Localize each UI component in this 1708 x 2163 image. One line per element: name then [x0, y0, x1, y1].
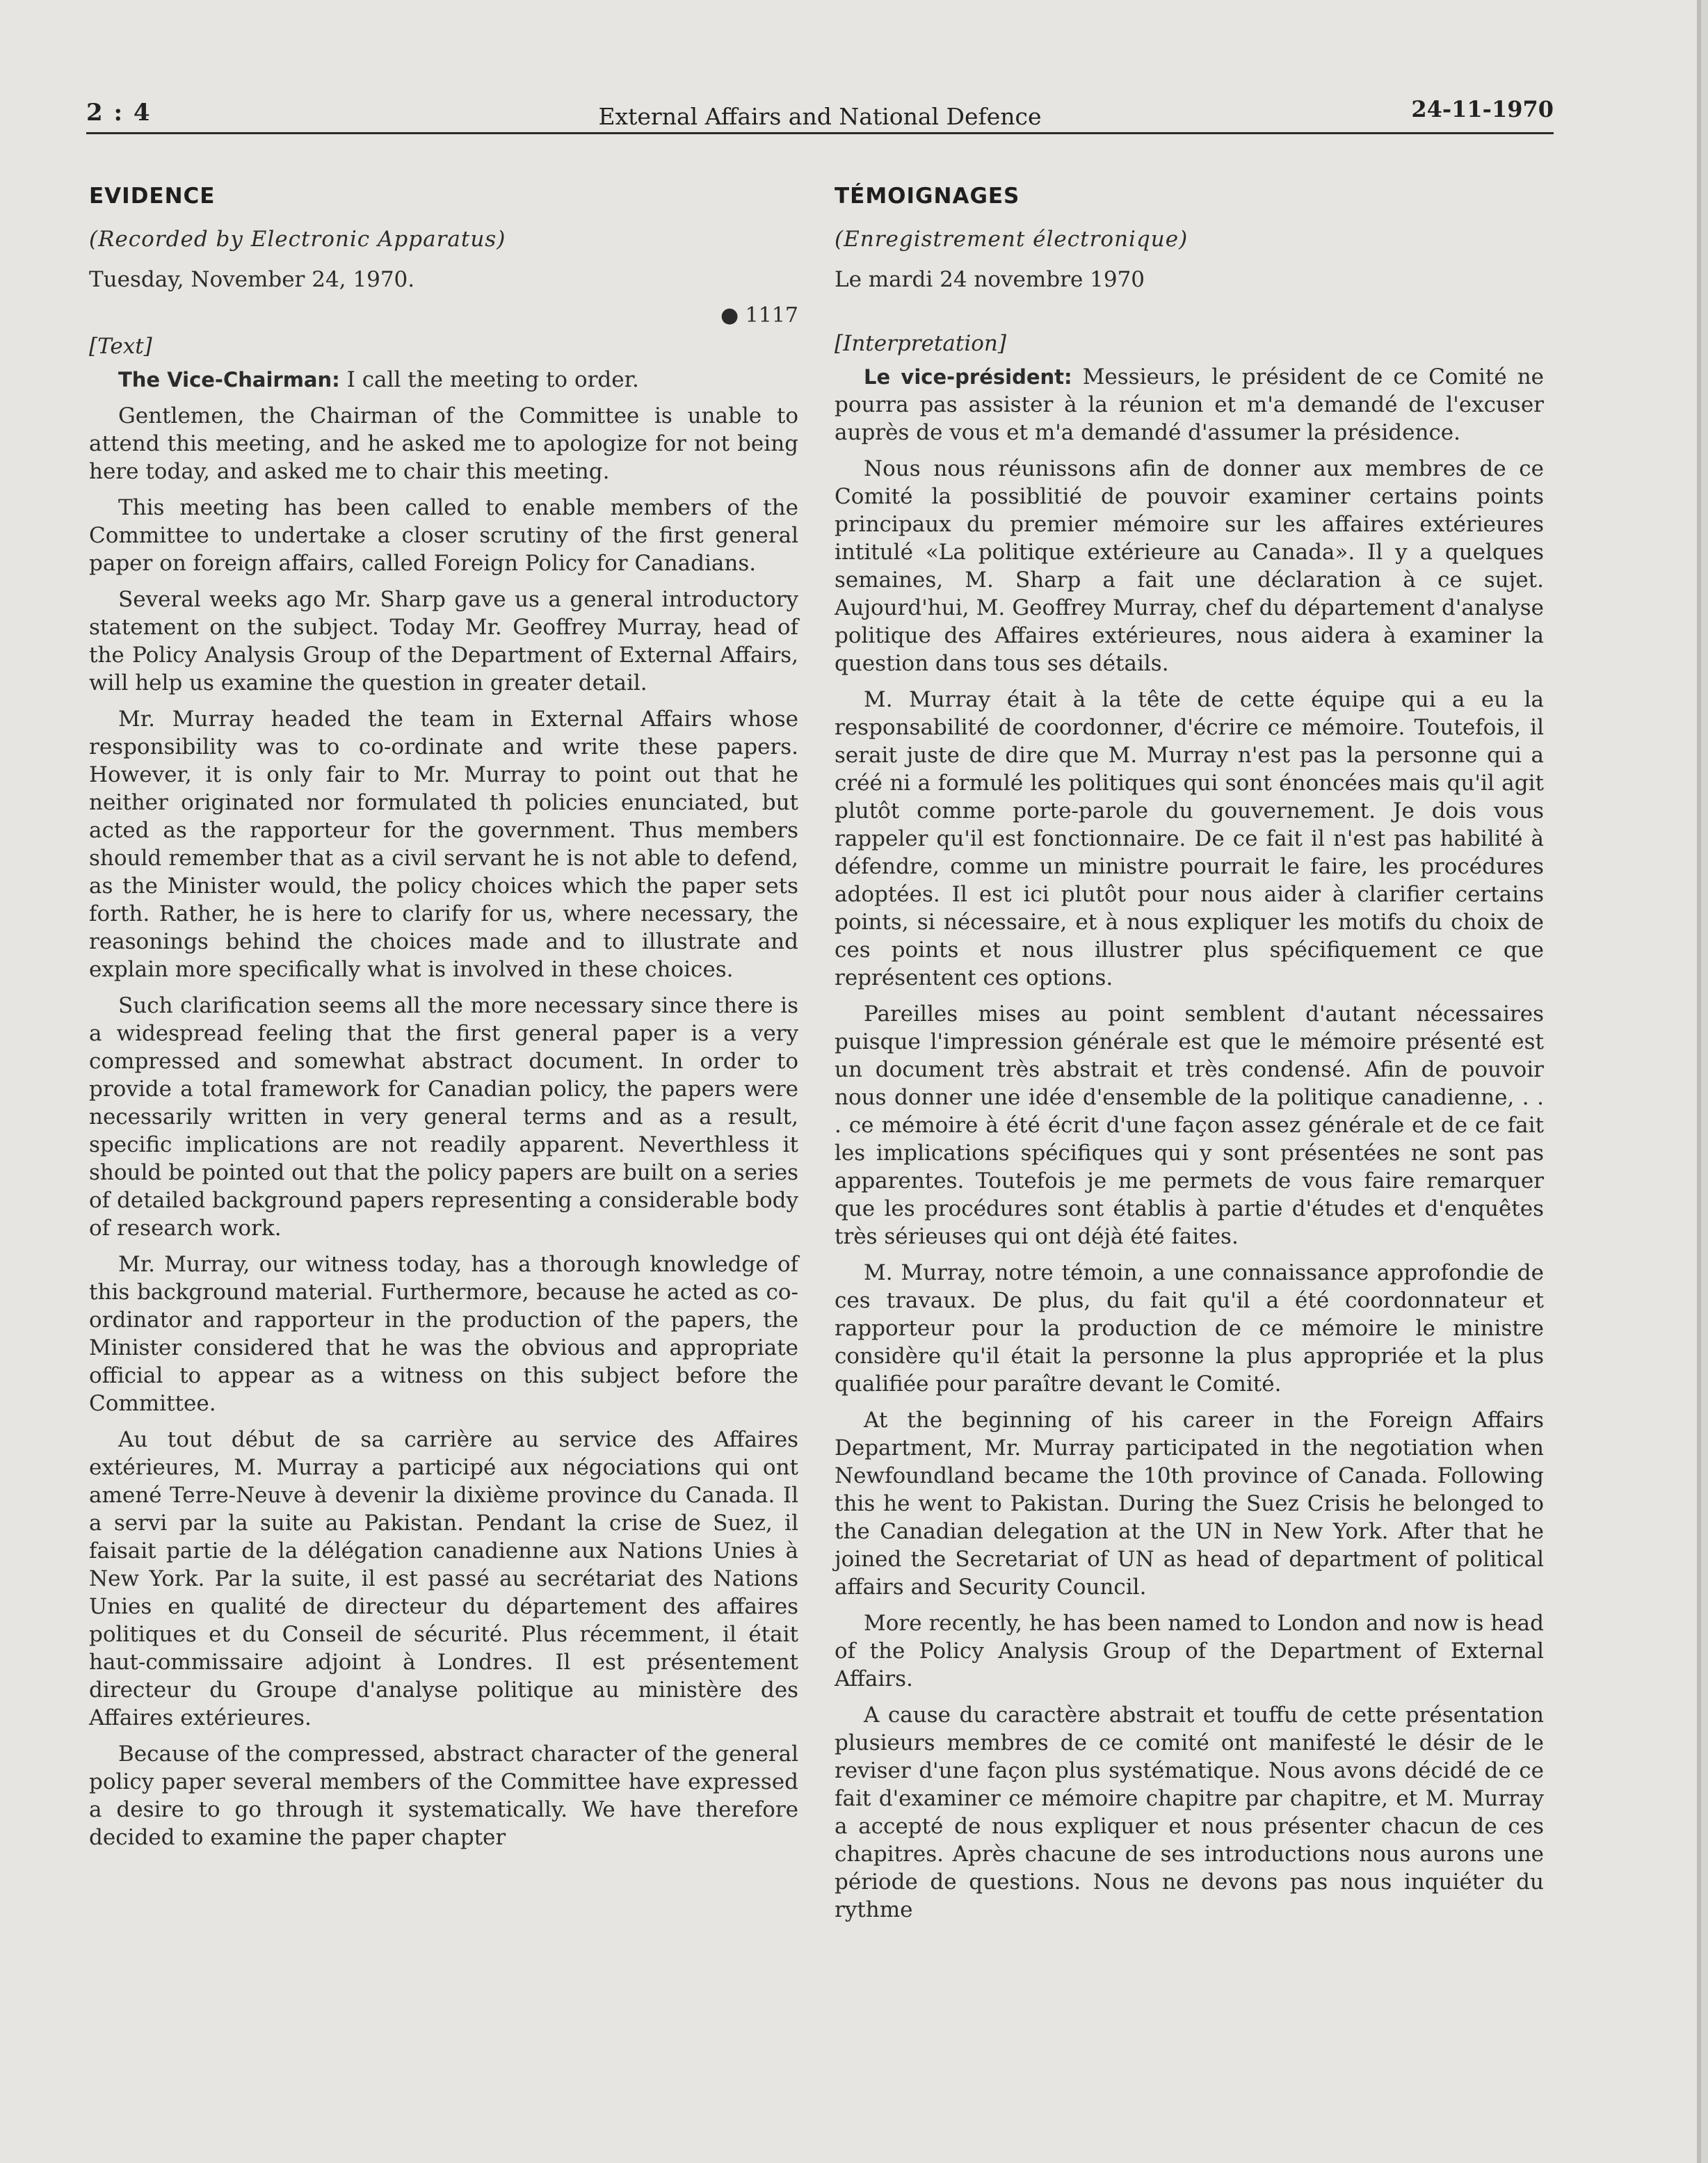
- paragraph: Because of the compressed, abstract character of the general policy paper several members of the Committee have expressed a desire to go through it systematically. We have therefore decided to examine the paper chapter: [89, 1742, 798, 1850]
- french-column: [835, 182, 1544, 1932]
- paragraph: More recently, he has been named to London and now is head of the Policy Analysis Group of the Department of External Affairs.: [835, 1611, 1544, 1691]
- paragraph: At the beginning of his career in the Foreign Affairs Department, Mr. Murray participated in the negotiation when Newfoundland became the 10th province of Canada. Following this he went to Pakistan. During the Suez Crisis he belonged to the Canadian delegation at the UN in New York. After that he joined the Secretariat of UN as head of department of political affairs and Security Council.: [835, 1408, 1544, 1600]
- english-column: [89, 182, 798, 1860]
- paragraph: This meeting has been called to enable members of the Committee to undertake a closer scrutiny of the first general paper on foreign affairs, called Foreign Policy for Canadians.: [89, 495, 798, 576]
- language-note: [Interpretation]: [835, 331, 1006, 356]
- meeting-date: Le mardi 24 novembre 1970: [835, 267, 1145, 292]
- paragraph: A cause du caractère abstrait et touffu de cette présentation plusieurs membres de ce comité ont manifesté le désir de le reviser d'une façon plus systématique. Nous avons décidé de ce fait d'examiner ce mémoire chapitre par chapitre, et M. Murray a accepté de nous expliquer et nous présenter chacun de ces chapitres. Après chacune de ses introductions nous aurons une période de questions. Nous ne devons pas nous inquiéter du rythme: [835, 1703, 1544, 1922]
- opening-speech: [89, 366, 798, 394]
- section-heading: EVIDENCE: [89, 184, 216, 209]
- paragraph: Mr. Murray headed the team in External Affairs whose responsibility was to co-ordinate and write these papers. However, it is only fair to Mr. Murray to point out that he neither originated nor formulated th policies enunciated, but acted as the rapporteur for the government. Thus members should remember that as a civil servant he is not able to defend, as the Minister would, the policy choices which the paper sets forth. Rather, he is here to clarify for us, where necessary, the reasonings behind the choices made and to illustrate and explain more specifically what is involved in these choices.: [89, 707, 798, 982]
- paragraph: Several weeks ago Mr. Sharp gave us a general introductory statement on the subject. Today Mr. Geoffrey Murray, head of the Policy Analysis Group of the Department of External Affairs, will help us examine the question in greater detail.: [89, 587, 798, 695]
- meeting-date: Tuesday, November 24, 1970.: [89, 267, 415, 292]
- publication-title: External Affairs and National Defence: [598, 103, 1042, 130]
- running-header: [86, 96, 1554, 134]
- paragraph: Au tout début de sa carrière au service des Affaires extérieures, M. Murray a participé aux négociations qui ont amené Terre-Neuve à devenir la dixième province du Canada. Il a servi par la suite au Pakistan. Pendant la crise de Suez, il faisait partie de la délégation canadienne aux Nations Unies à New York. Par la suite, il est passé au secrétariat des Nations Unies en qualité de directeur du département des affaires politiques et du Conseil de sécurité. Plus récemment, il était haut-commissaire adjoint à Londres. Il est présentement directeur du Groupe d'analyse politique au ministère des Affaires extérieures.: [89, 1427, 798, 1730]
- paragraph: Mr. Murray, our witness today, has a thorough knowledge of this background material. Furthermore, because he acted as co-ordinator and rapporteur in the production of the papers, the Minister considered that he was the obvious and appropriate official to appear as a witness on this subject before the Committee.: [89, 1252, 798, 1416]
- paragraph: M. Murray, notre témoin, a une connaissance approfondie de ces travaux. De plus, du fait qu'il a été coordonnateur et rapporteur pour la production de ce mémoire le ministre considère qu'il était la personne la plus appropriée et la plus qualifiée pour paraître devant le Comité.: [835, 1260, 1544, 1397]
- speech-text: I call the meeting to order.: [346, 367, 639, 392]
- time-marker: ● 1117: [720, 303, 798, 328]
- language-note: [Text]: [89, 334, 152, 359]
- section-subheading: (Recorded by Electronic Apparatus): [89, 227, 506, 252]
- paragraph: Nous nous réunissons afin de donner aux membres de ce Comité la possiblitié de pouvoir examiner certains points principaux du premier mémoire sur les affaires extérieures intitulé «La politique extérieure au Canada». Il y a quelques semaines, M. Sharp a fait une déclaration à ce sujet. Aujourd'hui, M. Geoffrey Murray, chef du département d'analyse politique des Affaires extérieures, nous aidera à examiner la question dans tous ses détails.: [835, 456, 1544, 676]
- speaker-name: Le vice-président:: [864, 365, 1072, 389]
- opening-speech: [835, 363, 1544, 447]
- spacer: [835, 302, 1544, 330]
- speaker-name: The Vice-Chairman:: [118, 368, 340, 392]
- paragraph: Pareilles mises au point semblent d'autant nécessaires puisque l'impression générale est que le mémoire présenté est un document très abstrait et très condensé. Afin de pouvoir nous donner une idée d'ensemble de la politique canadienne, . . . ce mémoire à été écrit d'une façon assez générale et de ce fait les implications spécifiques qui y sont présentées ne sont pas apparentes. Toutefois je me permets de vous faire remarquer que les procédures sont établis à partie d'études et d'enquêtes très sérieuses qui ont déjà été faites.: [835, 1002, 1544, 1249]
- issue-date: 24-11-1970: [1411, 96, 1554, 122]
- speech-text: Messieurs, le président de ce Comité ne pourra pas assister à la réunion et m'a demandé de l'excuser auprès de vous et m'a demandé d'assumer la présidence.: [835, 364, 1545, 445]
- section-heading: TÉMOIGNAGES: [835, 184, 1020, 209]
- page-number: 2 : 4: [86, 99, 152, 127]
- paragraph: M. Murray était à la tête de cette équipe qui a eu la responsabilité de coordonner, d'écrire ce mémoire. Toutefois, il serait juste de dire que M. Murray n'est pas la personne qui a créé ni a formulé les politiques qui sont énoncées mais qu'il agit plutôt comme porte-parole du gouvernement. Je dois vous rappeler qu'il est fonctionnaire. De ce fait il n'est pas habilité à défendre, comme un ministre pourrait le faire, les procédures adoptées. Il est ici plutôt pour nous aider à clarifier certains points, si nécessaire, et à nous expliquer les motifs du choix de ces points et nous illustrer plus spécifiquement ce que représentent ces options.: [835, 687, 1544, 990]
- paragraph: Such clarification seems all the more necessary since there is a widespread feeling that the first general paper is a very compressed and somewhat abstract document. In order to provide a total framework for Canadian policy, the papers were necessarily written in very general terms and as a result, specific implications are not readily apparent. Neverthless it should be pointed out that the policy papers are built on a series of detailed background papers representing a considerable body of research work.: [89, 993, 798, 1241]
- section-subheading: (Enregistrement électronique): [835, 227, 1189, 252]
- paragraph: Gentlemen, the Chairman of the Committee is unable to attend this meeting, and he asked me to apologize for not being here today, and asked me to chair this meeting.: [89, 403, 798, 484]
